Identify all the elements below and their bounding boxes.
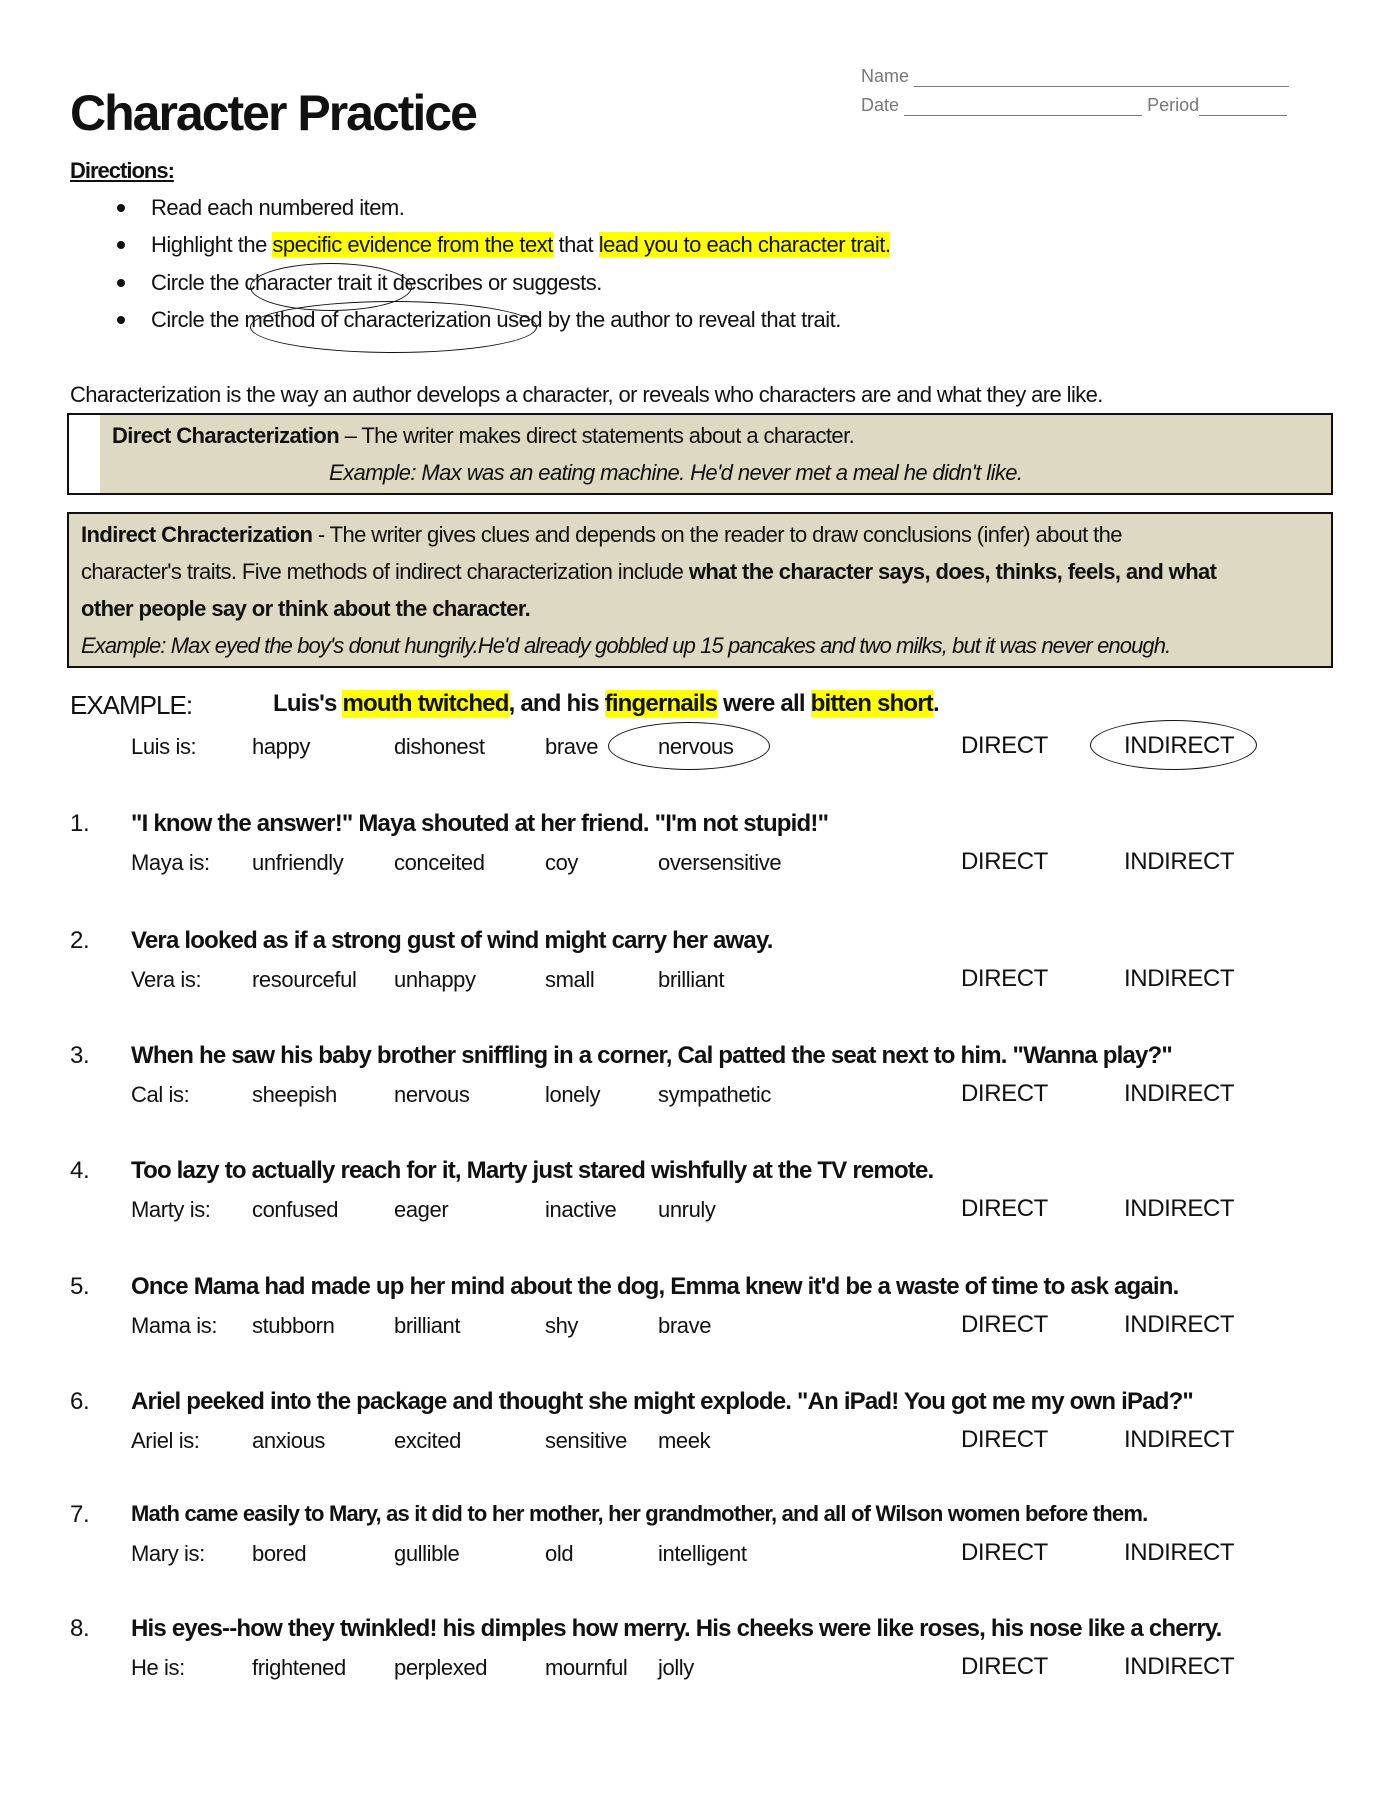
circle-mark: [1090, 720, 1257, 770]
trait-option[interactable]: conceited: [394, 850, 485, 875]
item-number: 1.: [70, 810, 90, 837]
trait-option[interactable]: excited: [394, 1428, 461, 1453]
indirect-definition: Indirect Chracterization - The writer gives clues and depends on the reader to draw conclusions (infer) about the: [81, 522, 1122, 547]
item-sentence: "I know the answer!" Maya shouted at her friend. "I'm not stupid!": [131, 810, 829, 837]
direct-option[interactable]: DIRECT: [961, 1080, 1048, 1107]
direct-option[interactable]: DIRECT: [961, 1539, 1048, 1566]
item-number: 3.: [70, 1042, 90, 1069]
direct-option[interactable]: DIRECT: [961, 965, 1048, 992]
direct-example: Example: Max was an eating machine. He'd never met a meal he didn't like.: [329, 460, 1023, 485]
indirect-option[interactable]: INDIRECT: [1124, 1426, 1235, 1453]
direct-option[interactable]: DIRECT: [961, 732, 1048, 759]
trait-option[interactable]: frightened: [252, 1655, 346, 1680]
indirect-characterization-box: [67, 512, 1333, 668]
circle-mark: [608, 722, 770, 770]
direct-definition: Direct Characterization – The writer makes direct statements about a character.: [112, 423, 855, 448]
trait-option[interactable]: mournful: [545, 1655, 628, 1680]
item-sentence: Once Mama had made up her mind about the dog, Emma knew it'd be a waste of time to ask again.: [131, 1273, 1179, 1300]
indirect-option[interactable]: INDIRECT: [1124, 1653, 1235, 1680]
trait-option[interactable]: brilliant: [658, 967, 725, 992]
indirect-option[interactable]: INDIRECT: [1124, 848, 1235, 875]
item-sentence: His eyes--how they twinkled! his dimples how merry. His cheeks were like roses, his nose like a cherry.: [131, 1615, 1222, 1642]
item-sentence: Ariel peeked into the package and thought she might explode. "An iPad! You got me my own iPad?": [131, 1388, 1194, 1415]
item-number: 5.: [70, 1273, 90, 1300]
item-number: 6.: [70, 1388, 90, 1415]
item-subject: Maya is:: [131, 850, 210, 875]
trait-option[interactable]: gullible: [394, 1541, 460, 1566]
trait-option[interactable]: inactive: [545, 1197, 617, 1222]
trait-option[interactable]: nervous: [394, 1082, 470, 1107]
direction-text: Highlight the: [151, 232, 273, 257]
example-sentence: Luis's mouth twitched, and his fingernails were all bitten short.: [273, 690, 939, 717]
date-label: Date: [861, 95, 900, 115]
trait-option[interactable]: intelligent: [658, 1541, 747, 1566]
trait-option[interactable]: brave: [658, 1313, 712, 1338]
date-period-field[interactable]: [861, 95, 1287, 116]
item-subject: Vera is:: [131, 967, 202, 992]
indirect-option[interactable]: INDIRECT: [1124, 1311, 1235, 1338]
item-subject: Marty is:: [131, 1197, 211, 1222]
trait-option[interactable]: lonely: [545, 1082, 601, 1107]
item-number: 7.: [70, 1501, 90, 1528]
trait-option[interactable]: happy: [252, 734, 310, 759]
direction-text: Circle the: [151, 270, 245, 295]
indirect-option[interactable]: INDIRECT: [1124, 1539, 1235, 1566]
trait-option[interactable]: brilliant: [394, 1313, 461, 1338]
circle-mark: [250, 301, 537, 353]
page-title: Character Practice: [70, 85, 476, 141]
direct-option[interactable]: DIRECT: [961, 1195, 1048, 1222]
intro-text: Characterization is the way an author develops a character, or reveals who characters are and what they are like.: [70, 382, 1103, 407]
direct-option[interactable]: DIRECT: [961, 1426, 1048, 1453]
item-sentence: When he saw his baby brother sniffling in a corner, Cal patted the seat next to him. "Wanna play?": [131, 1042, 1172, 1069]
item-subject: Cal is:: [131, 1082, 190, 1107]
direction-text: used by the author to reveal that trait.: [490, 307, 841, 332]
trait-option[interactable]: jolly: [658, 1655, 694, 1680]
trait-option[interactable]: anxious: [252, 1428, 326, 1453]
trait-option-circled[interactable]: nervous: [658, 734, 734, 759]
period-label: Period: [1147, 95, 1200, 115]
item-number: 4.: [70, 1157, 90, 1184]
trait-option[interactable]: bored: [252, 1541, 307, 1566]
date-line[interactable]: [904, 97, 1142, 116]
trait-option[interactable]: eager: [394, 1197, 449, 1222]
direct-characterization-box: [67, 413, 1333, 495]
item-subject: Mama is:: [131, 1313, 218, 1338]
item-subject: Ariel is:: [131, 1428, 200, 1453]
trait-option[interactable]: coy: [545, 850, 579, 875]
indirect-definition: other people say or think about the character.: [81, 596, 531, 621]
highlight: lead you to each character trait.: [598, 232, 891, 257]
indirect-option[interactable]: INDIRECT: [1124, 1080, 1235, 1107]
name-label: Name: [861, 66, 910, 86]
name-line[interactable]: [914, 68, 1289, 87]
trait-option[interactable]: old: [545, 1541, 574, 1566]
trait-option[interactable]: dishonest: [394, 734, 485, 759]
trait-option[interactable]: brave: [545, 734, 599, 759]
trait-option[interactable]: sheepish: [252, 1082, 337, 1107]
directions-heading: Directions:: [70, 158, 174, 183]
direction-text: it describes or suggests.: [371, 270, 602, 295]
highlight: specific evidence from the text: [272, 232, 553, 257]
trait-option[interactable]: sensitive: [545, 1428, 627, 1453]
item-sentence: Vera looked as if a strong gust of wind might carry her away.: [131, 927, 773, 954]
circled-text: method of characterization: [244, 307, 491, 332]
indirect-definition: character's traits. Five methods of indirect characterization include what the character says, does, thinks, feels, and what: [81, 559, 1217, 584]
indirect-example: Example: Max eyed the boy's donut hungrily.He'd already gobbled up 15 pancakes and two milks, but it was never enough.: [81, 633, 1171, 658]
indirect-option-circled[interactable]: INDIRECT: [1124, 732, 1235, 759]
item-subject: He is:: [131, 1655, 185, 1680]
item-sentence: Too lazy to actually reach for it, Marty just stared wishfully at the TV remote.: [131, 1157, 934, 1184]
name-field[interactable]: [861, 66, 1289, 87]
trait-option[interactable]: shy: [545, 1313, 579, 1338]
trait-option[interactable]: stubborn: [252, 1313, 335, 1338]
circled-text: character trait: [244, 270, 372, 295]
trait-option[interactable]: unhappy: [394, 967, 476, 992]
trait-option[interactable]: small: [545, 967, 595, 992]
indirect-option[interactable]: INDIRECT: [1124, 1195, 1235, 1222]
trait-option[interactable]: unruly: [658, 1197, 716, 1222]
item-subject: Mary is:: [131, 1541, 205, 1566]
example-subject: Luis is:: [131, 734, 197, 759]
direction-item: [151, 195, 404, 221]
direction-text: Read each numbered item.: [151, 195, 405, 220]
direct-option[interactable]: DIRECT: [961, 1311, 1048, 1338]
direct-option[interactable]: DIRECT: [961, 1653, 1048, 1680]
direction-item: [151, 232, 890, 258]
period-line[interactable]: [1199, 97, 1287, 116]
trait-option[interactable]: unfriendly: [252, 850, 344, 875]
example-label: EXAMPLE:: [70, 690, 193, 720]
direction-text: Circle the: [151, 307, 245, 332]
item-sentence: Math came easily to Mary, as it did to her mother, her grandmother, and all of Wilson women before them.: [131, 1501, 1148, 1526]
item-number: 2.: [70, 927, 90, 954]
trait-option[interactable]: confused: [252, 1197, 339, 1222]
trait-option[interactable]: sympathetic: [658, 1082, 771, 1107]
direct-option[interactable]: DIRECT: [961, 848, 1048, 875]
direction-text: that: [552, 232, 599, 257]
trait-option[interactable]: perplexed: [394, 1655, 488, 1680]
trait-option[interactable]: oversensitive: [658, 850, 782, 875]
trait-option[interactable]: resourceful: [252, 967, 357, 992]
trait-option[interactable]: meek: [658, 1428, 711, 1453]
indirect-option[interactable]: INDIRECT: [1124, 965, 1235, 992]
item-number: 8.: [70, 1615, 90, 1642]
